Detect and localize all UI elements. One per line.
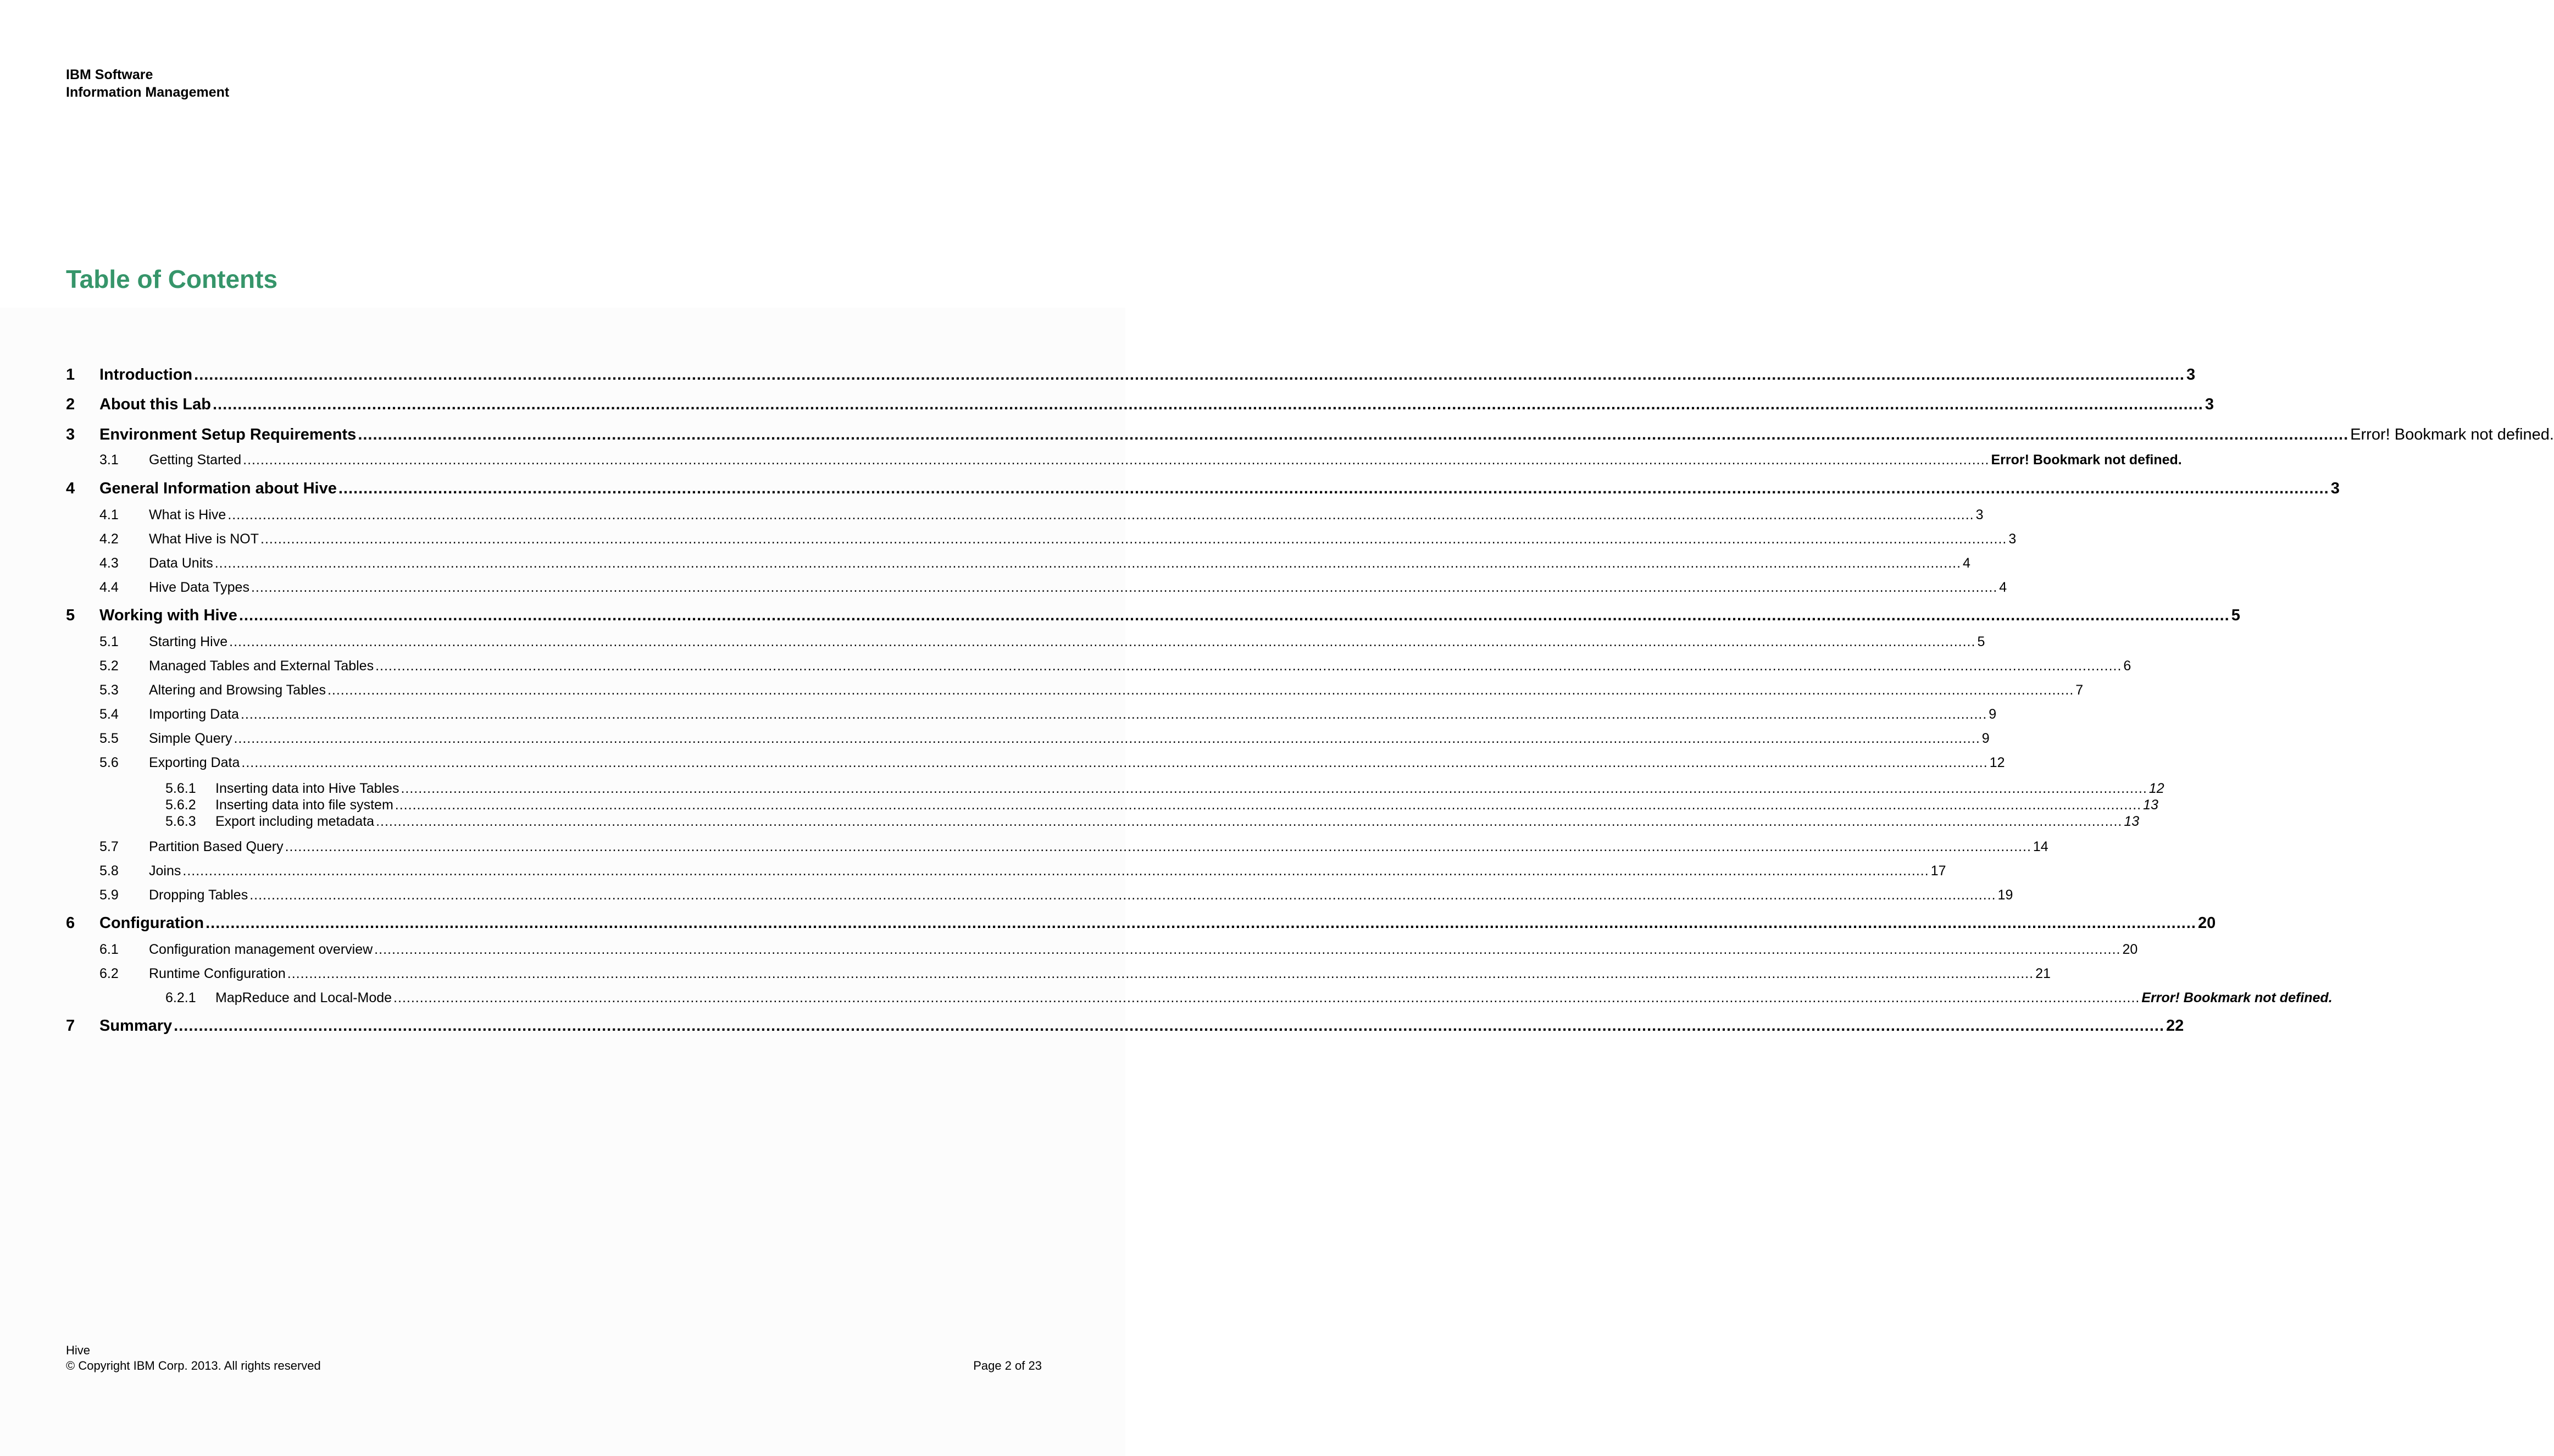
- toc-entry-inserting-hive-tables[interactable]: [165, 781, 2164, 797]
- toc-entry-starting-hive[interactable]: [99, 634, 1985, 653]
- toc-entry-configuration[interactable]: [66, 914, 2216, 936]
- toc-entry-title[interactable]: Hive Data Types: [149, 580, 249, 595]
- toc-entry-general-information[interactable]: [66, 480, 2340, 502]
- toc-entry-page[interactable]: 21: [2035, 966, 2051, 981]
- toc-entry-page[interactable]: 17: [1930, 863, 1946, 879]
- toc-entry-title[interactable]: Altering and Browsing Tables: [149, 682, 326, 698]
- toc-entry-configuration-overview[interactable]: [99, 942, 2138, 960]
- toc-entry-page[interactable]: 13: [2143, 797, 2158, 813]
- toc-dot-leader: ................................................................................................................................................................................................................................................................................................................................................................................................................: [174, 1017, 2165, 1035]
- toc-dot-leader: ................................................................................................................................................................................................................................................................................................................................................................................................................: [182, 863, 1929, 879]
- toc-entry-number: 5.7: [99, 839, 119, 854]
- toc-entry-number: 4.1: [99, 507, 119, 523]
- toc-entry-title[interactable]: Partition Based Query: [149, 839, 284, 854]
- toc-entry-number: 5.5: [99, 731, 119, 746]
- toc-dot-leader: ................................................................................................................................................................................................................................................................................................................................................................................................................: [212, 396, 2203, 413]
- page-footer: [66, 1343, 321, 1374]
- toc-entry-title[interactable]: Introduction: [99, 366, 193, 384]
- toc-entry-number: 3.1: [99, 452, 119, 468]
- toc-dot-leader: ................................................................................................................................................................................................................................................................................................................................................................................................................: [240, 707, 1987, 722]
- toc-entry-title[interactable]: Configuration: [99, 914, 204, 932]
- toc-entry-what-is-hive[interactable]: [99, 507, 1984, 526]
- toc-entry-number: 3: [66, 426, 75, 443]
- toc-dot-leader: ................................................................................................................................................................................................................................................................................................................................................................................................................: [358, 426, 2349, 443]
- toc-dot-leader: ................................................................................................................................................................................................................................................................................................................................................................................................................: [327, 682, 2074, 698]
- header-company: IBM Software: [66, 67, 153, 82]
- toc-entry-about-this-lab[interactable]: [66, 396, 2214, 418]
- toc-entry-mapreduce-local-mode[interactable]: [165, 990, 2333, 1007]
- toc-entry-simple-query[interactable]: [99, 731, 1990, 749]
- toc-entry-number: 6.2.1: [165, 990, 196, 1005]
- toc-entry-number: 4.3: [99, 555, 119, 571]
- toc-entry-page[interactable]: 5: [2231, 607, 2240, 624]
- toc-entry-title[interactable]: What Hive is NOT: [149, 531, 259, 547]
- toc-dot-leader: ................................................................................................................................................................................................................................................................................................................................................................................................................: [214, 555, 1962, 571]
- toc-entry-runtime-configuration[interactable]: [99, 966, 2051, 985]
- toc-entry-title[interactable]: Dropping Tables: [149, 887, 248, 903]
- toc-entry-page[interactable]: 22: [2166, 1017, 2184, 1035]
- toc-entry-title[interactable]: Simple Query: [149, 731, 232, 746]
- toc-entry-number: 5: [66, 607, 75, 624]
- toc-entry-title[interactable]: Export including metadata: [215, 814, 375, 829]
- toc-entry-page[interactable]: 12: [2148, 781, 2164, 796]
- toc-entry-title[interactable]: Exporting Data: [149, 755, 240, 770]
- toc-entry-managed-tables[interactable]: [99, 658, 2131, 677]
- page-header: [66, 66, 229, 101]
- header-division: Information Management: [66, 85, 230, 100]
- toc-dot-leader: ................................................................................................................................................................................................................................................................................................................................................................................................................: [241, 755, 1988, 770]
- toc-entry-title[interactable]: Managed Tables and External Tables: [149, 658, 374, 674]
- toc-dot-leader: ................................................................................................................................................................................................................................................................................................................................................................................................................: [234, 731, 1980, 746]
- toc-entry-page[interactable]: 7: [2075, 682, 2084, 698]
- toc-entry-getting-started[interactable]: [99, 452, 2182, 471]
- toc-entry-number: 7: [66, 1017, 75, 1035]
- toc-dot-leader: ................................................................................................................................................................................................................................................................................................................................................................................................................: [260, 531, 2007, 547]
- toc-entry-joins[interactable]: [99, 863, 1946, 882]
- toc-entry-title[interactable]: Summary: [99, 1017, 173, 1035]
- toc-dot-leader: ................................................................................................................................................................................................................................................................................................................................................................................................................: [375, 658, 2122, 674]
- toc-dot-leader: ................................................................................................................................................................................................................................................................................................................................................................................................................: [238, 607, 2230, 624]
- toc-entry-title[interactable]: MapReduce and Local-Mode: [215, 990, 392, 1005]
- toc-entry-number: 4.2: [99, 531, 119, 547]
- toc-entry-page-error[interactable]: Error! Bookmark not defined.: [2141, 990, 2333, 1005]
- toc-entry-title[interactable]: Environment Setup Requirements: [99, 426, 357, 443]
- toc-dot-leader: ................................................................................................................................................................................................................................................................................................................................................................................................................: [194, 366, 2185, 384]
- toc-entry-page[interactable]: 4: [1999, 580, 2007, 595]
- toc-entry-number: 5.6.3: [165, 814, 196, 829]
- toc-entry-number: 6.2: [99, 966, 119, 981]
- toc-entry-title[interactable]: Configuration management overview: [149, 942, 373, 957]
- toc-entry-altering-tables[interactable]: [99, 682, 2084, 701]
- toc-entry-number: 2: [66, 396, 75, 413]
- toc-dot-leader: ................................................................................................................................................................................................................................................................................................................................................................................................................: [249, 887, 1996, 903]
- toc-entry-number: 6: [66, 914, 75, 932]
- toc-entry-page[interactable]: 5: [1977, 634, 1985, 649]
- toc-entry-title[interactable]: Starting Hive: [149, 634, 228, 649]
- toc-dot-leader: ................................................................................................................................................................................................................................................................................................................................................................................................................: [395, 797, 2142, 813]
- toc-dot-leader: ................................................................................................................................................................................................................................................................................................................................................................................................................: [338, 480, 2329, 497]
- toc-entry-number: 5.8: [99, 863, 119, 879]
- footer-copyright: © Copyright IBM Corp. 2013. All rights reserved: [66, 1359, 321, 1372]
- toc-entry-number: 4.4: [99, 580, 119, 595]
- toc-entry-title[interactable]: Inserting data into Hive Tables: [215, 781, 399, 796]
- toc-entry-introduction[interactable]: [66, 366, 2196, 388]
- toc-entry-data-units[interactable]: [99, 555, 1970, 574]
- toc-dot-leader: ................................................................................................................................................................................................................................................................................................................................................................................................................: [287, 966, 2034, 981]
- toc-entry-title[interactable]: Inserting data into file system: [215, 797, 393, 813]
- toc-entry-page[interactable]: 3: [1975, 507, 1984, 523]
- toc-entry-importing-data[interactable]: [99, 707, 1997, 725]
- toc-entry-number: 5.6: [99, 755, 119, 770]
- toc-entry-title[interactable]: What is Hive: [149, 507, 226, 523]
- toc-entry-number: 5.3: [99, 682, 119, 698]
- toc-entry-export-metadata[interactable]: [165, 814, 2140, 830]
- toc-entry-title[interactable]: About this Lab: [99, 396, 211, 413]
- toc-dot-leader: ................................................................................................................................................................................................................................................................................................................................................................................................................: [227, 507, 1974, 523]
- footer-doc-name: Hive: [66, 1343, 91, 1357]
- toc-entry-number: 5.4: [99, 707, 119, 722]
- toc-dot-leader: ................................................................................................................................................................................................................................................................................................................................................................................................................: [285, 839, 2031, 854]
- toc-entry-what-hive-is-not[interactable]: [99, 531, 2017, 550]
- footer-page-number: Page 2 of 23: [973, 1359, 1042, 1372]
- toc-entry-inserting-file-system[interactable]: [165, 797, 2158, 814]
- toc-entry-working-with-hive[interactable]: [66, 607, 2240, 629]
- toc-dot-leader: ................................................................................................................................................................................................................................................................................................................................................................................................................: [376, 814, 2123, 829]
- toc-entry-page[interactable]: 13: [2124, 814, 2140, 829]
- toc-entry-page[interactable]: 6: [2123, 658, 2131, 674]
- toc-entry-number: 6.1: [99, 942, 119, 957]
- toc-entry-page[interactable]: 14: [2033, 839, 2048, 854]
- toc-entry-title[interactable]: General Information about Hive: [99, 480, 337, 497]
- toc-entry-page[interactable]: 20: [2122, 942, 2138, 957]
- toc-entry-number: 1: [66, 366, 75, 384]
- toc-entry-environment-setup[interactable]: [66, 426, 2554, 448]
- toc-entry-page[interactable]: 20: [2197, 914, 2216, 932]
- toc-entry-title[interactable]: Working with Hive: [99, 607, 237, 624]
- toc-entry-number: 5.1: [99, 634, 119, 649]
- toc-entry-page[interactable]: 3: [2186, 366, 2196, 384]
- toc-entry-title[interactable]: Importing Data: [149, 707, 239, 722]
- toc-entry-partition-query[interactable]: [99, 839, 2048, 858]
- toc-entry-title[interactable]: Runtime Configuration: [149, 966, 286, 981]
- toc-entry-number: 5.2: [99, 658, 119, 674]
- toc-entry-page-error[interactable]: Error! Bookmark not defined.: [1991, 452, 2182, 468]
- toc-dot-leader: ................................................................................................................................................................................................................................................................................................................................................................................................................: [374, 942, 2121, 957]
- toc-dot-leader: ................................................................................................................................................................................................................................................................................................................................................................................................................: [243, 452, 1990, 468]
- toc-entry-page-error[interactable]: Error! Bookmark not defined.: [2350, 426, 2554, 443]
- toc-entry-page[interactable]: 9: [1989, 707, 1997, 722]
- toc-entry-page[interactable]: 4: [1963, 555, 1970, 571]
- toc-entry-exporting-data[interactable]: [99, 755, 2005, 774]
- toc-entry-summary[interactable]: [66, 1017, 2184, 1039]
- toc-entry-number: 5.6.1: [165, 781, 196, 796]
- toc-entry-number: 4: [66, 480, 75, 497]
- toc-entry-dropping-tables[interactable]: [99, 887, 2013, 906]
- toc-entry-number: 5.6.2: [165, 797, 196, 813]
- toc-dot-leader: ................................................................................................................................................................................................................................................................................................................................................................................................................: [206, 914, 2196, 932]
- toc-dot-leader: ................................................................................................................................................................................................................................................................................................................................................................................................................: [401, 781, 2147, 796]
- toc-entry-title[interactable]: Data Units: [149, 555, 213, 571]
- toc-entry-page[interactable]: 9: [1981, 731, 1990, 746]
- toc-entry-page[interactable]: 12: [1989, 755, 2005, 770]
- toc-entry-page[interactable]: 3: [2205, 396, 2214, 413]
- toc-dot-leader: ................................................................................................................................................................................................................................................................................................................................................................................................................: [229, 634, 1976, 649]
- toc-entry-title[interactable]: Getting Started: [149, 452, 242, 468]
- toc-entry-number: 5.9: [99, 887, 119, 903]
- toc-dot-leader: ................................................................................................................................................................................................................................................................................................................................................................................................................: [251, 580, 1998, 595]
- toc-entry-page[interactable]: 3: [2008, 531, 2017, 547]
- toc-entry-page[interactable]: 19: [1997, 887, 2013, 903]
- toc-dot-leader: ................................................................................................................................................................................................................................................................................................................................................................................................................: [393, 990, 2140, 1005]
- toc-entry-hive-data-types[interactable]: [99, 580, 2007, 598]
- toc-title: Table of Contents: [66, 265, 278, 293]
- toc-entry-title[interactable]: Joins: [149, 863, 181, 879]
- toc-entry-page[interactable]: 3: [2330, 480, 2340, 497]
